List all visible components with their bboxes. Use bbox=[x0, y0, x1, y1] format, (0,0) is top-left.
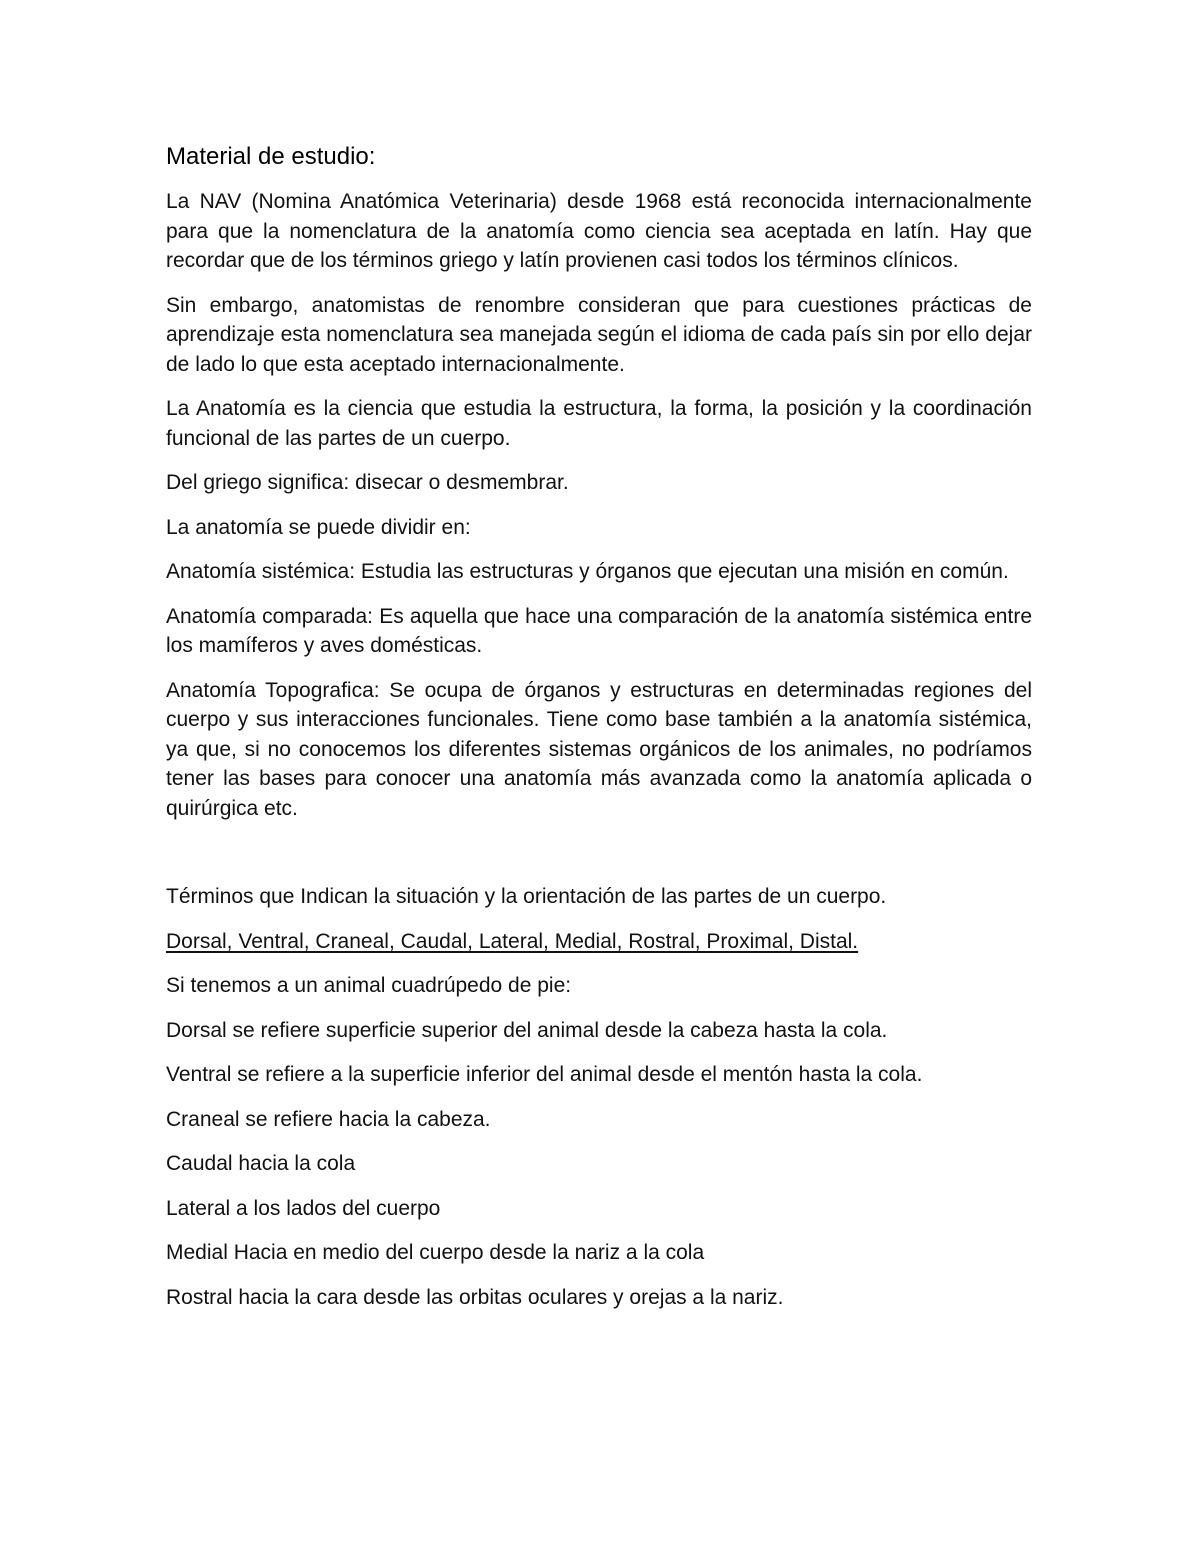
paragraph-divisions-intro: La anatomía se puede dividir en: bbox=[166, 515, 471, 539]
paragraph-anatomy-definition: La Anatomía es la ciencia que estudia la estructura, la forma, la posición y la coordinación funcional de las partes de un cuerpo. bbox=[166, 397, 1032, 450]
terms-intro: Términos que Indican la situación y la orientación de las partes de un cuerpo. bbox=[166, 885, 887, 908]
section-spacer bbox=[166, 838, 1032, 882]
definition-ventral: Ventral se refiere a la superficie inferior del animal desde el mentón hasta la cola. bbox=[166, 1063, 923, 1086]
paragraph-comparative-anatomy: Anatomía comparada: Es aquella que hace una comparación de la anatomía sistémica entre los mamíferos y aves domésticas. bbox=[166, 604, 1032, 657]
paragraph-topographic-anatomy: Anatomía Topografica: Se ocupa de órganos y estructuras en determinadas regiones del cuerpo y sus interacciones funcionales. Tiene como base también a la anatomía sistémica, ya que, si no conocemos los diferentes sistemas orgánicos de los animales, no podríamos tener las bases para conocer una anatomía más avanzada como la anatomía aplicada o quirúrgica etc. bbox=[166, 678, 1032, 820]
definition-dorsal: Dorsal se refiere superficie superior del animal desde la cabeza hasta la cola. bbox=[166, 1018, 888, 1042]
definition-caudal: Caudal hacia la cola bbox=[166, 1152, 356, 1175]
definition-medial: Medial Hacia en medio del cuerpo desde la nariz a la cola bbox=[166, 1241, 705, 1264]
paragraph-greek-meaning: Del griego significa: disecar o desmembrar. bbox=[166, 471, 569, 494]
terms-list: Dorsal, Ventral, Craneal, Caudal, Lateral, Medial, Rostral, Proximal, Distal. bbox=[166, 929, 859, 953]
document-title: Material de estudio: bbox=[166, 143, 376, 170]
paragraph-nav: La NAV (Nomina Anatómica Veterinaria) desde 1968 está reconocida internacionalmente para que la nomenclatura de la anatomía como ciencia sea aceptada en latín. Hay que recordar que de los términos griego y latín provienen casi todos los términos clínicos. bbox=[166, 190, 1032, 272]
definition-lateral: Lateral a los lados del cuerpo bbox=[166, 1196, 441, 1220]
paragraph-systemic-anatomy: Anatomía sistémica: Estudia las estructuras y órganos que ejecutan una misión en común. bbox=[166, 560, 1009, 583]
paragraph-anatomists: Sin embargo, anatomistas de renombre consideran que para cuestiones prácticas de aprendizaje esta nomenclatura sea manejada según el idioma de cada país sin por ello dejar de lado lo que esta aceptado internacionalmente. bbox=[166, 293, 1032, 376]
definition-craneal: Craneal se refiere hacia la cabeza. bbox=[166, 1107, 491, 1131]
document-content bbox=[166, 140, 1032, 1327]
definition-quadruped: Si tenemos a un animal cuadrúpedo de pie: bbox=[166, 974, 572, 997]
definition-rostral: Rostral hacia la cara desde las orbitas oculares y orejas a la nariz. bbox=[166, 1285, 784, 1309]
